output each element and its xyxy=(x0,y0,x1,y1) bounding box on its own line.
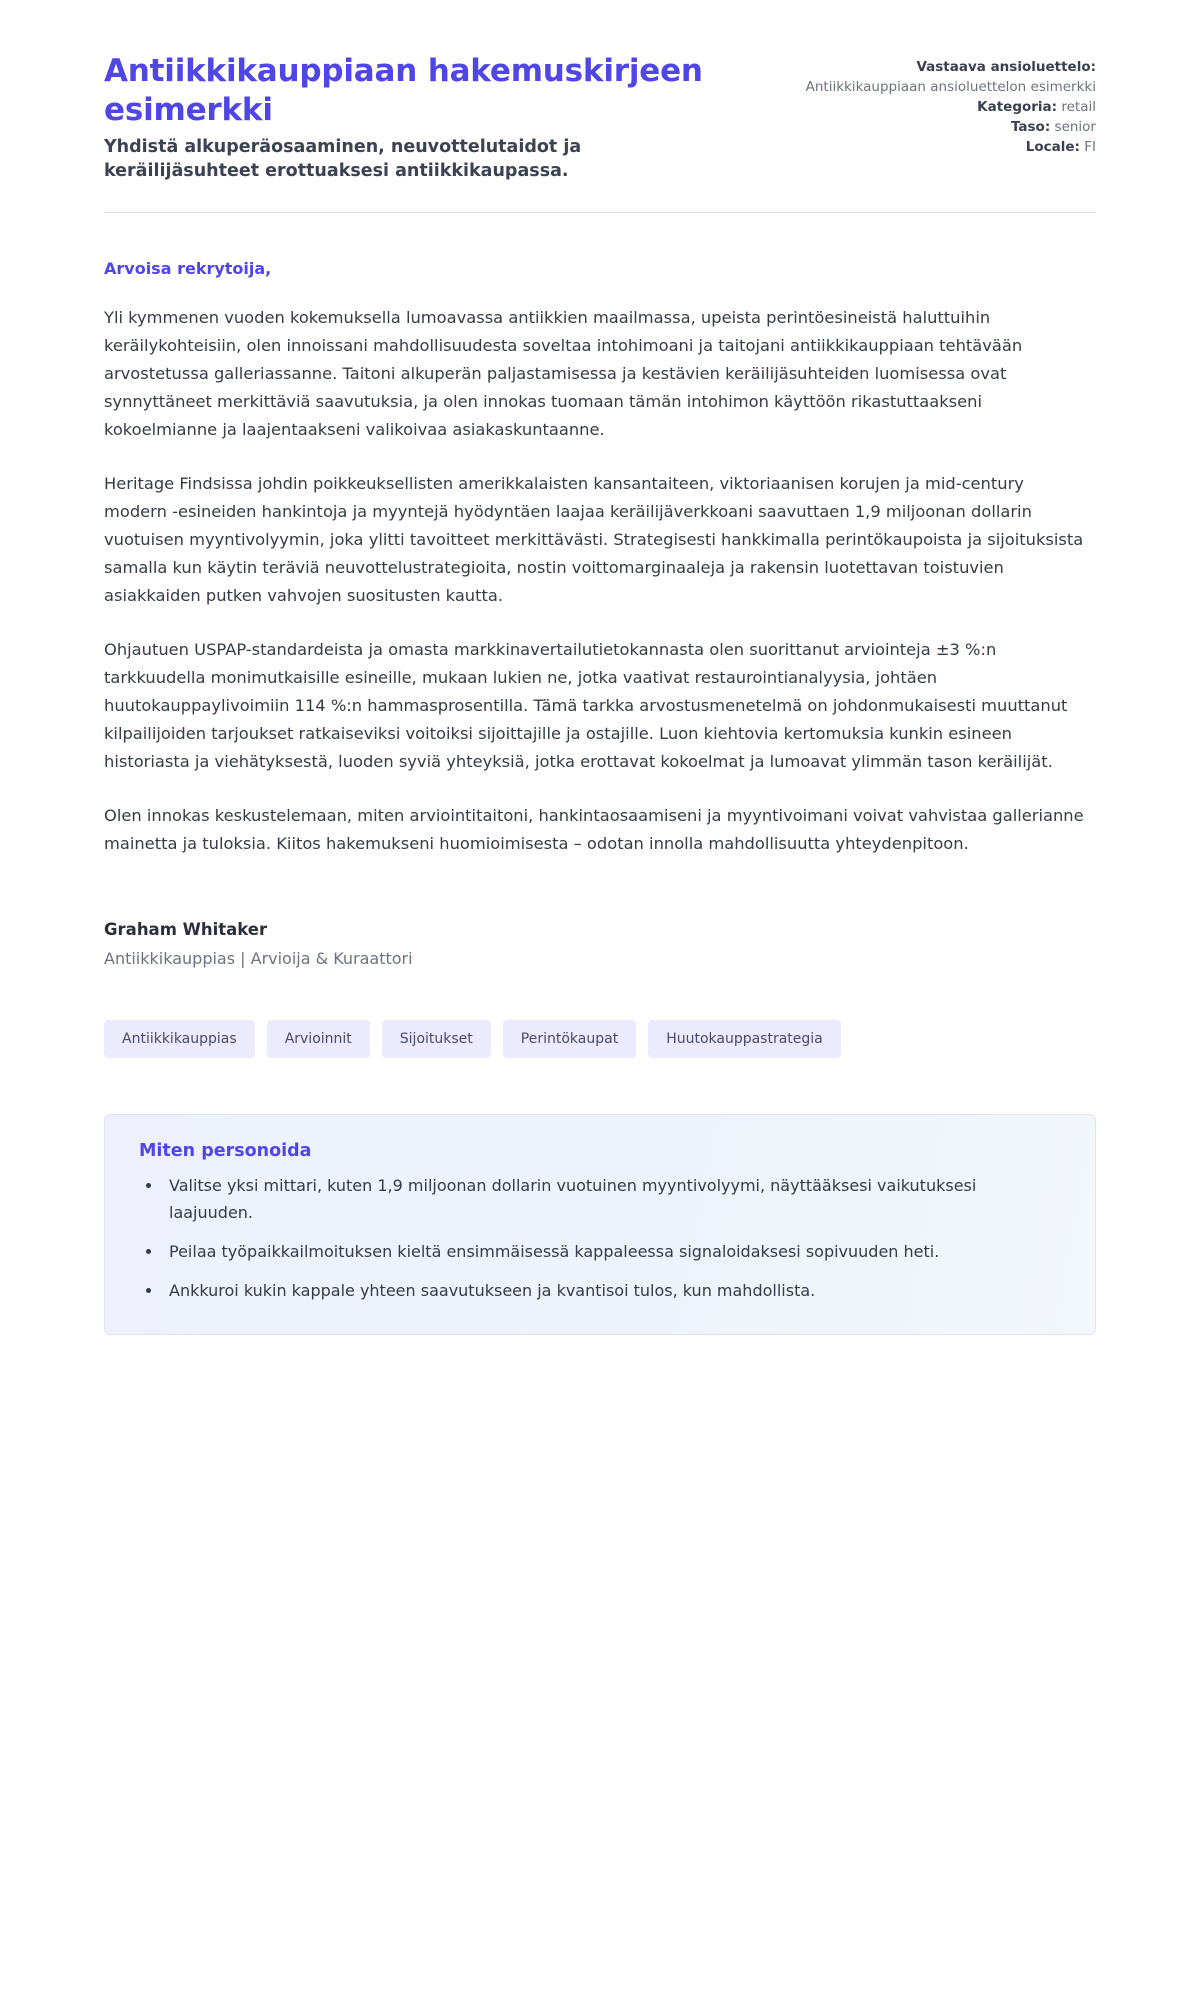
paragraph-1: Yli kymmenen vuoden kokemuksella lumoavassa antiikkien maailmassa, upeista perintöesineistä haluttuihin keräilykohteisiin, olen innoissani mahdollisuudesta soveltaa intohimoani ja taitojani antiikkikauppiaan tehtävään arvostetussa galleriassanne. Taitoni alkuperän paljastamisessa ja kestävien keräilijäsuhteiden luomisessa ovat synnyttäneet merkittäviä saavutuksia, ja olen innokas tuomaan tämän intohimon käyttöön rikastuttaakseni kokoelmianne ja laajentaakseni valikoivaa asiakaskuntaanne. xyxy=(104,307,1023,439)
tag-item[interactable]: Huutokauppastrategia xyxy=(648,1020,841,1058)
title-block xyxy=(104,52,764,184)
tag-item[interactable]: Arvioinnit xyxy=(267,1020,370,1058)
meta-locale-label: Locale: xyxy=(1025,138,1080,155)
paragraph-3: Ohjautuen USPAP-standardeista ja omasta markkinavertailutietokannasta olen suorittanut arviointeja ±3 %:n tarkkuudella monimutkaisille esineille, mukaan lukien ne, jotka vaativat restaurointianalyysia, johtäen huutokauppaylivoimiin 114 %:n hammasprosentilla. Tämä tarkka arvostusmenetelmä on johdonmukaisesti muuttanut kilpailijoiden tarjoukset ratkaiseviksi voitoiksi sijoittajille ja ostajille. Luon kiehtovia kertomuksia kunkin esineen historiasta ja viehätyksestä, luoden syviä yhteyksiä, jotka erottavat kokoelmat ja lumoavat ylimmän tason keräilijät. xyxy=(104,639,1068,771)
page-subtitle: Yhdistä alkuperäosaaminen, neuvottelutaidot ja keräilijäsuhteet erottuaksesi antiikkikaupassa. xyxy=(104,137,582,181)
meta-category-value: retail xyxy=(1061,98,1096,115)
header-divider xyxy=(104,212,1096,213)
document-meta xyxy=(806,52,1096,158)
paragraph-2: Heritage Findsissa johdin poikkeuksellisten amerikkalaisten kansantaiteen, viktoriaanisen korujen ja mid-century modern -esineiden hankintoja ja myyntejä hyödyntäen laajaa keräilijäverkkoani saavuttaen 1,9 miljoonan dollarin vuotuisen myyntivolyymin, joka ylitti tavoitteet merkittävästi. Strategisesti hankkimalla perintökaupoista ja sijoituksista samalla kun käytin teräviä neuvottelustrategioita, nostin voittomarginaaleja ja rakensin luotettavan toistuvien asiakkaiden putken vahvojen suositusten kautta. xyxy=(104,473,1084,605)
tag-item[interactable]: Perintökaupat xyxy=(503,1020,636,1058)
paragraph-4: Olen innokas keskustelemaan, miten arviointitaitoni, hankintaosaamiseni ja myyntivoimani voivat vahvistaa gallerianne mainetta ja tuloksia. Kiitos hakemukseni huomioimisesta – odotan innolla mahdollisuutta yhteydenpitoon. xyxy=(104,805,1084,853)
tag-item[interactable]: Sijoitukset xyxy=(382,1020,491,1058)
tips-item: • Valitse yksi mittari, kuten 1,9 miljoonan dollarin vuotuinen myyntivolyymi, näyttääksesi vaikutuksesi laajuuden. xyxy=(163,1173,1061,1227)
meta-resume-value: Antiikkikauppiaan ansioluettelon esimerkki xyxy=(805,78,1096,95)
tag-list xyxy=(104,1020,1096,1058)
meta-resume-label: Vastaava ansioluettelo: xyxy=(916,59,1096,75)
tips-item: • Peilaa työpaikkailmoituksen kieltä ensimmäisessä kappaleessa signaloidaksesi sopivuuden heti. xyxy=(163,1239,1061,1266)
tips-list xyxy=(139,1173,1061,1305)
meta-level-value: senior xyxy=(1054,118,1096,135)
meta-locale-value: FI xyxy=(1084,138,1096,155)
personalization-tips-panel xyxy=(104,1114,1096,1336)
tips-item: • Ankkuroi kukin kappale yhteen saavutukseen ja kvantisoi tulos, kun mahdollista. xyxy=(163,1278,1061,1305)
meta-level-label: Taso: xyxy=(1010,118,1051,135)
signature-name: Graham Whitaker xyxy=(104,919,268,939)
meta-resume xyxy=(806,58,1096,98)
tips-title: Miten personoida xyxy=(139,1140,312,1161)
document-header xyxy=(104,52,1096,184)
cover-letter-body xyxy=(104,259,1096,968)
meta-category-label: Kategoria: xyxy=(977,98,1058,115)
meta-locale xyxy=(806,138,1096,158)
tag-item[interactable]: Antiikkikauppias xyxy=(104,1020,255,1058)
page-title: Antiikkikauppiaan hakemuskirjeen esimerkki xyxy=(104,53,703,129)
salutation: Arvoisa rekrytoija, xyxy=(104,258,272,278)
signature-role: Antiikkikauppias | Arvioija & Kuraattori xyxy=(104,948,413,968)
meta-level xyxy=(806,118,1096,138)
meta-category xyxy=(806,98,1096,118)
